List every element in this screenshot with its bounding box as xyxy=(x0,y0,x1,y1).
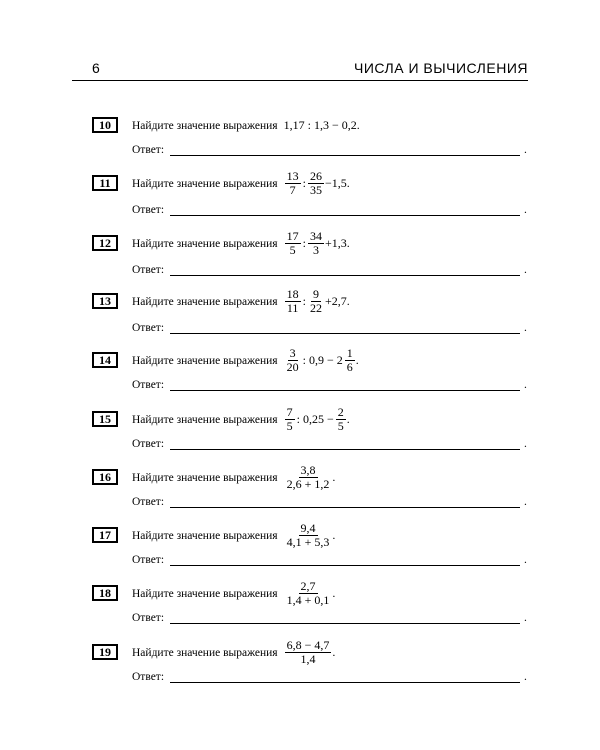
task-prompt xyxy=(132,288,350,315)
answer-row[interactable] xyxy=(132,264,527,276)
answer-end: . xyxy=(524,204,527,216)
task-number: 19 xyxy=(92,644,118,660)
fraction: $\frac{13}{7}$ xyxy=(286,169,299,197)
task-number: 11 xyxy=(92,175,118,191)
answer-label: Ответ: xyxy=(132,264,165,276)
task-prompt xyxy=(132,406,350,433)
answer-line[interactable] xyxy=(170,507,520,508)
fraction: $\frac{26}{35}$ xyxy=(309,169,322,197)
prompt-text: Найдите значение выражения xyxy=(132,295,278,308)
prompt-text: Найдите значение выражения xyxy=(132,646,278,659)
fraction: $\frac{34}{3}$ xyxy=(309,229,322,257)
answer-label: Ответ: xyxy=(132,496,165,508)
task-prompt xyxy=(132,347,359,374)
answer-line[interactable] xyxy=(170,333,520,334)
fraction: $\frac{2,7}{1,4 + 0,1}$ xyxy=(286,579,330,607)
fraction: $\frac{9,4}{4,1 + 5,3}$ xyxy=(286,521,330,549)
answer-line[interactable] xyxy=(170,449,520,450)
answer-label: Ответ: xyxy=(132,438,165,450)
answer-line[interactable] xyxy=(170,275,520,276)
answer-label: Ответ: xyxy=(132,144,165,156)
task-number: 13 xyxy=(92,293,118,309)
answer-line[interactable] xyxy=(170,682,520,683)
answer-row[interactable] xyxy=(132,144,527,156)
task-number: 16 xyxy=(92,469,118,485)
expression: $\frac{7}{5}$ : 0,25 − $\frac{2}{5}$ . xyxy=(286,405,350,433)
task-prompt xyxy=(132,464,335,491)
answer-end: . xyxy=(524,554,527,566)
task-12 xyxy=(92,229,528,284)
expression: $\frac{3}{20}$ : 0,9 − 2 $\frac{1}{6}$ . xyxy=(286,346,359,374)
answer-row[interactable] xyxy=(132,554,527,566)
page-header xyxy=(72,58,528,81)
task-prompt xyxy=(132,522,335,549)
answer-end: . xyxy=(524,264,527,276)
task-18 xyxy=(92,579,528,634)
task-16 xyxy=(92,463,528,518)
expression: $\frac{17}{5}$ : $\frac{34}{3}$ +1,3. xyxy=(286,229,350,257)
task-10 xyxy=(92,116,528,168)
expression: $\frac{3,8}{2,6 + 1,2}$ . xyxy=(286,463,336,491)
answer-label: Ответ: xyxy=(132,379,165,391)
task-prompt xyxy=(132,230,350,257)
fraction: $\frac{6,8 - 4,7}{1,4}$ xyxy=(286,638,330,666)
answer-label: Ответ: xyxy=(132,671,165,683)
answer-label: Ответ: xyxy=(132,322,165,334)
fraction: $\frac{17}{5}$ xyxy=(286,229,299,257)
answer-row[interactable] xyxy=(132,322,527,334)
answer-line[interactable] xyxy=(170,215,520,216)
fraction: $\frac{3,8}{2,6 + 1,2}$ xyxy=(286,463,330,491)
task-number: 17 xyxy=(92,527,118,543)
expression: $\frac{6,8 - 4,7}{1,4}$ . xyxy=(286,638,336,666)
task-prompt xyxy=(132,580,335,607)
fraction: $\frac{3}{20}$ xyxy=(286,346,299,374)
prompt-text: Найдите значение выражения xyxy=(132,119,278,132)
task-number: 12 xyxy=(92,235,118,251)
answer-row[interactable] xyxy=(132,496,527,508)
answer-label: Ответ: xyxy=(132,554,165,566)
answer-end: . xyxy=(524,322,527,334)
prompt-text: Найдите значение выражения xyxy=(132,587,278,600)
expression: $\frac{13}{7}$ : $\frac{26}{35}$ −1,5. xyxy=(286,169,350,197)
task-15 xyxy=(92,405,528,460)
answer-row[interactable] xyxy=(132,671,527,683)
answer-end: . xyxy=(524,671,527,683)
fraction: $\frac{18}{11}$ xyxy=(286,287,299,315)
answer-line[interactable] xyxy=(170,623,520,624)
task-19 xyxy=(92,638,528,693)
answer-end: . xyxy=(524,379,527,391)
task-13 xyxy=(92,287,528,342)
expression: $\frac{2,7}{1,4 + 0,1}$ . xyxy=(286,579,336,607)
answer-row[interactable] xyxy=(132,204,527,216)
answer-line[interactable] xyxy=(170,565,520,566)
answer-end: . xyxy=(524,438,527,450)
prompt-text: Найдите значение выражения xyxy=(132,237,278,250)
answer-end: . xyxy=(524,496,527,508)
page-number: 6 xyxy=(92,60,100,76)
prompt-text: Найдите значение выражения xyxy=(132,413,278,426)
task-number: 15 xyxy=(92,411,118,427)
expression: 1,17 : 1,3 − 0,2. xyxy=(283,118,360,132)
fraction: $\frac{9}{22}$ xyxy=(309,287,322,315)
expression: $\frac{9,4}{4,1 + 5,3}$ . xyxy=(286,521,336,549)
section-title: ЧИСЛА И ВЫЧИСЛЕНИЯ xyxy=(354,60,528,76)
prompt-text: Найдите значение выражения xyxy=(132,529,278,542)
prompt-text: Найдите значение выражения xyxy=(132,177,278,190)
task-14 xyxy=(92,346,528,401)
expression: $\frac{18}{11}$ : $\frac{9}{22}$ +2,7. xyxy=(286,287,350,315)
task-11 xyxy=(92,169,528,226)
task-prompt xyxy=(132,170,350,197)
answer-line[interactable] xyxy=(170,390,520,391)
answer-end: . xyxy=(524,144,527,156)
answer-label: Ответ: xyxy=(132,612,165,624)
fraction: $\frac{2}{5}$ xyxy=(337,405,344,433)
task-number: 14 xyxy=(92,352,118,368)
task-prompt xyxy=(132,118,360,133)
task-prompt xyxy=(132,639,335,666)
prompt-text: Найдите значение выражения xyxy=(132,354,278,367)
answer-line[interactable] xyxy=(170,155,520,156)
answer-row[interactable] xyxy=(132,379,527,391)
answer-row[interactable] xyxy=(132,438,527,450)
fraction: $\frac{1}{6}$ xyxy=(346,346,353,374)
task-17 xyxy=(92,521,528,576)
prompt-text: Найдите значение выражения xyxy=(132,471,278,484)
task-number: 18 xyxy=(92,585,118,601)
answer-row[interactable] xyxy=(132,612,527,624)
answer-end: . xyxy=(524,612,527,624)
answer-label: Ответ: xyxy=(132,204,165,216)
fraction: $\frac{7}{5}$ xyxy=(286,405,293,433)
task-number: 10 xyxy=(92,117,118,133)
